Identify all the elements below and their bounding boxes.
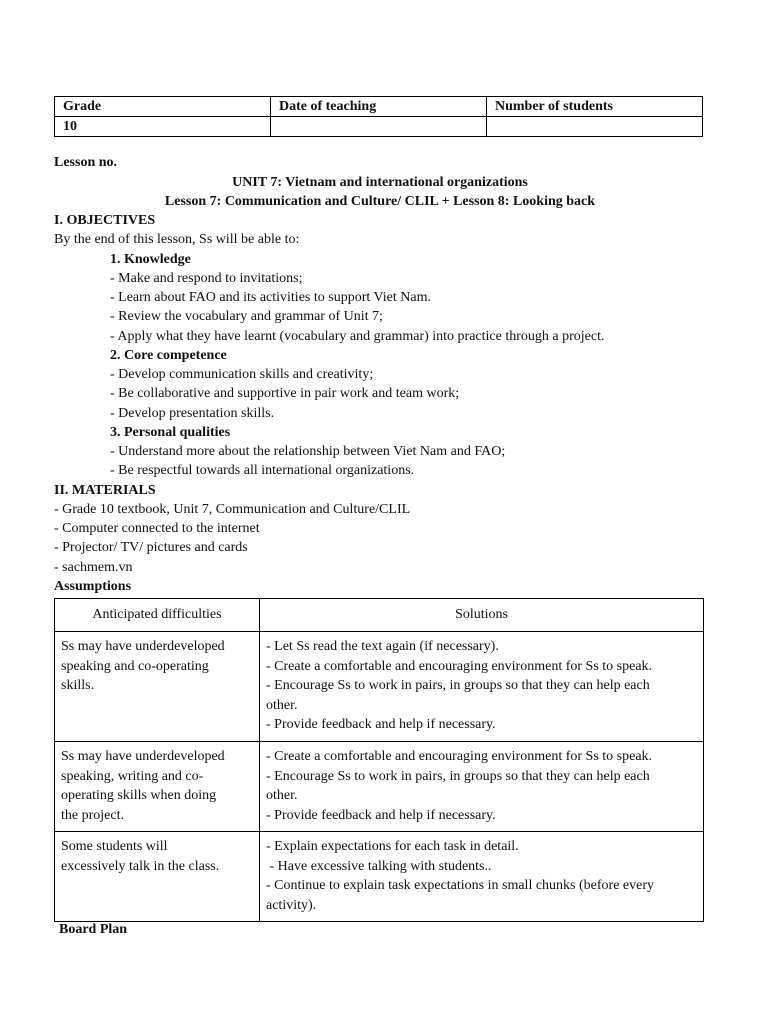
difficulty-cell: Ss may have underdeveloped speaking, writing and co- operating skills when doing the project. — [55, 742, 260, 832]
solutions-cell: - Let Ss read the text again (if necessary). - Create a comfortable and encouraging environment for Ss to speak. - Encourage Ss to work in pairs, in groups so that they can help each other. - Provide feedback and help if necessary. — [260, 632, 704, 742]
assumptions-heading: Assumptions — [54, 579, 132, 594]
unit-title: UNIT 7: Vietnam and international organizations — [232, 175, 528, 190]
materials-item: - sachmem.vn — [54, 560, 133, 575]
knowledge-item: - Make and respond to invitations; — [110, 271, 303, 286]
knowledge-item: - Apply what they have learnt (vocabulary and grammar) into practice through a project. — [110, 329, 605, 344]
difficulty-cell: Some students will excessively talk in the class. — [55, 832, 260, 922]
assumptions-table — [54, 598, 704, 922]
knowledge-item: - Review the vocabulary and grammar of Unit 7; — [110, 309, 383, 324]
core-competence-item: - Develop presentation skills. — [110, 406, 275, 421]
lesson-number-label: Lesson no. — [54, 155, 118, 170]
date-of-teaching-header: Date of teaching — [271, 97, 487, 117]
lesson-info-table — [54, 96, 703, 137]
table-row — [55, 832, 704, 922]
solutions-cell: - Explain expectations for each task in detail. - Have excessive talking with students.. - Continue to explain task expectations in small chunks (before every activity). — [260, 832, 704, 922]
objectives-heading: I. OBJECTIVES — [54, 213, 156, 228]
solutions-cell: - Create a comfortable and encouraging environment for Ss to speak. - Encourage Ss to work in pairs, in groups so that they can help each other. - Provide feedback and help if necessary. — [260, 742, 704, 832]
core-competence-title: 2. Core competence — [110, 348, 227, 363]
grade-header: Grade — [55, 97, 271, 117]
knowledge-title: 1. Knowledge — [110, 252, 191, 267]
difficulty-cell: Ss may have underdeveloped speaking and co-operating skills. — [55, 632, 260, 742]
table-row — [55, 632, 704, 742]
personal-qualities-item: - Be respectful towards all international organizations. — [110, 463, 415, 478]
solutions-column-header: Solutions — [260, 599, 704, 632]
materials-item: - Computer connected to the internet — [54, 521, 260, 536]
core-competence-item: - Develop communication skills and creativity; — [110, 367, 374, 382]
knowledge-item: - Learn about FAO and its activities to support Viet Nam. — [110, 290, 431, 305]
core-competence-item: - Be collaborative and supportive in pair work and team work; — [110, 386, 460, 401]
lesson-title: Lesson 7: Communication and Culture/ CLIL + Lesson 8: Looking back — [164, 194, 596, 209]
number-of-students-header: Number of students — [487, 97, 703, 117]
materials-heading: II. MATERIALS — [54, 483, 156, 498]
table-row — [55, 742, 704, 832]
objectives-intro: By the end of this lesson, Ss will be able to: — [54, 232, 300, 247]
materials-item: - Grade 10 textbook, Unit 7, Communication and Culture/CLIL — [54, 502, 411, 517]
materials-item: - Projector/ TV/ pictures and cards — [54, 540, 248, 555]
number-of-students-value — [487, 117, 703, 137]
date-of-teaching-value — [271, 117, 487, 137]
personal-qualities-item: - Understand more about the relationship between Viet Nam and FAO; — [110, 444, 506, 459]
difficulties-column-header: Anticipated difficulties — [55, 599, 260, 632]
board-plan-heading: Board Plan — [59, 922, 128, 937]
personal-qualities-title: 3. Personal qualities — [110, 425, 231, 440]
grade-value: 10 — [55, 117, 271, 137]
